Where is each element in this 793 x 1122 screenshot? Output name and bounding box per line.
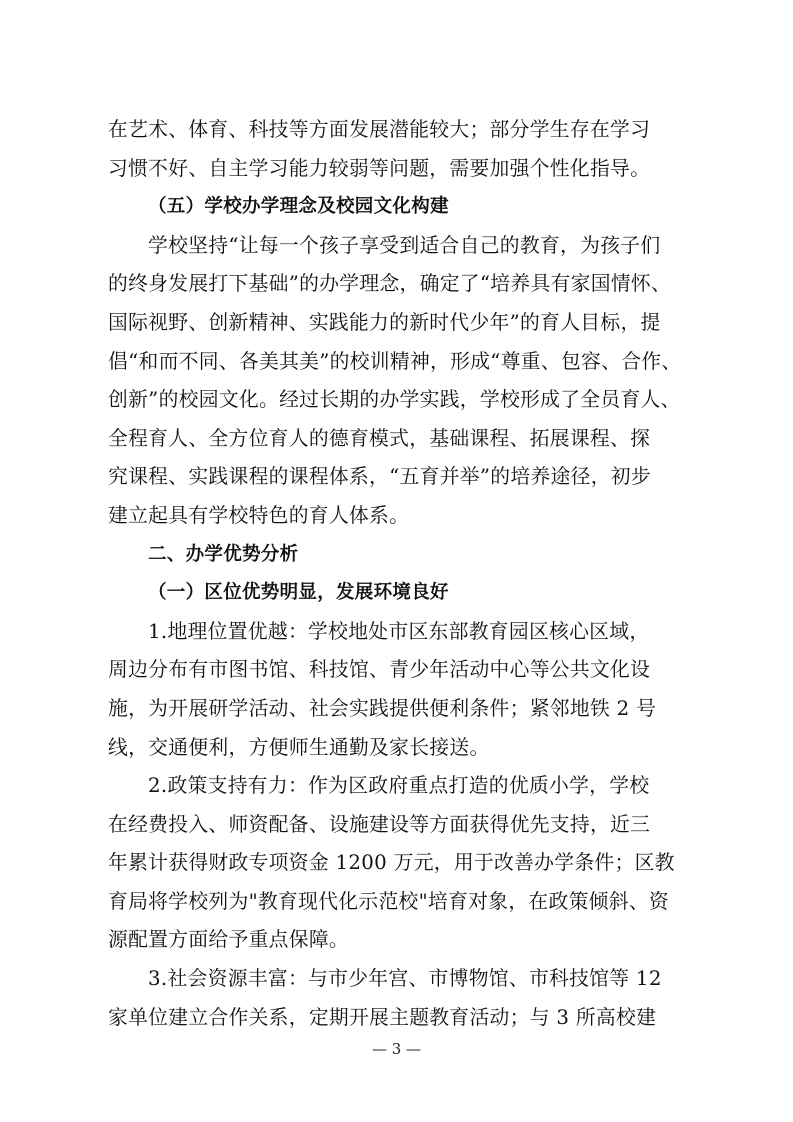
paragraph-line: 1.地理位置优越：学校地处市区东部教育园区核心区域， bbox=[148, 619, 650, 643]
paragraph-line: 在艺术、体育、科技等方面发展潜能较大；部分学生存在学习 bbox=[108, 118, 651, 141]
paragraph-line: 国际视野、创新精神、实践能力的新时代少年”的育人目标，提 bbox=[108, 310, 661, 334]
paragraph-line: 全程育人、全方位育人的德育模式，基础课程、拓展课程、探 bbox=[108, 426, 651, 450]
paragraph-line: 习惯不好、自主学习能力较弱等问题，需要加强个性化指导。 bbox=[108, 156, 651, 180]
paragraph-line: 周边分布有市图书馆、科技馆、青少年活动中心等公共文化设 bbox=[108, 658, 651, 682]
paragraph-line: 育局将学校列为"教育现代化示范校"培育对象，在政策倾斜、资 bbox=[108, 889, 669, 913]
paragraph-line: 3.社会资源丰富：与市少年宫、市博物馆、市科技馆等 12 bbox=[148, 967, 662, 991]
paragraph-line: 年累计获得财政专项资金 1200 万元，用于改善办学条件；区教 bbox=[108, 851, 675, 875]
section-heading-1: （一）区位优势明显，发展环境良好 bbox=[148, 582, 449, 604]
paragraph-line: 建立起具有学校特色的育人体系。 bbox=[108, 503, 410, 527]
paragraph-line: 的终身发展打下基础”的办学理念，确定了“培养具有家国情怀、 bbox=[108, 272, 672, 296]
page-number: — 3 — bbox=[371, 1040, 422, 1058]
page-body bbox=[108, 111, 688, 1037]
paragraph-line: 学校坚持“让每一个孩子享受到适合自己的教育，为孩子们 bbox=[148, 233, 661, 257]
paragraph-line: 家单位建立合作关系，定期开展主题教育活动；与 3 所高校建 bbox=[108, 1005, 657, 1029]
paragraph-line: 在经费投入、师资配备、设施建设等方面获得优先支持，近三 bbox=[108, 812, 651, 836]
section-heading-5: （五）学校办学理念及校园文化构建 bbox=[148, 196, 449, 218]
paragraph-line: 线，交通便利，方便师生通勤及家长接送。 bbox=[108, 735, 490, 759]
paragraph-line: 究课程、实践课程的课程体系，“五育并举”的培养途径，初步 bbox=[108, 465, 651, 489]
chapter-heading-2: 二、办学优势分析 bbox=[148, 543, 299, 565]
paragraph-line: 创新”的校园文化。经过长期的办学实践，学校形成了全员育人、 bbox=[108, 388, 681, 412]
paragraph-line: 2.政策支持有力：作为区政府重点打造的优质小学，学校 bbox=[148, 774, 650, 798]
paragraph-line: 倡“和而不同、各美其美”的校训精神，形成“尊重、包容、合作、 bbox=[108, 349, 682, 373]
paragraph-line: 施，为开展研学活动、社会实践提供便利条件；紧邻地铁 2 号 bbox=[108, 696, 657, 720]
paragraph-line: 源配置方面给予重点保障。 bbox=[108, 928, 349, 952]
